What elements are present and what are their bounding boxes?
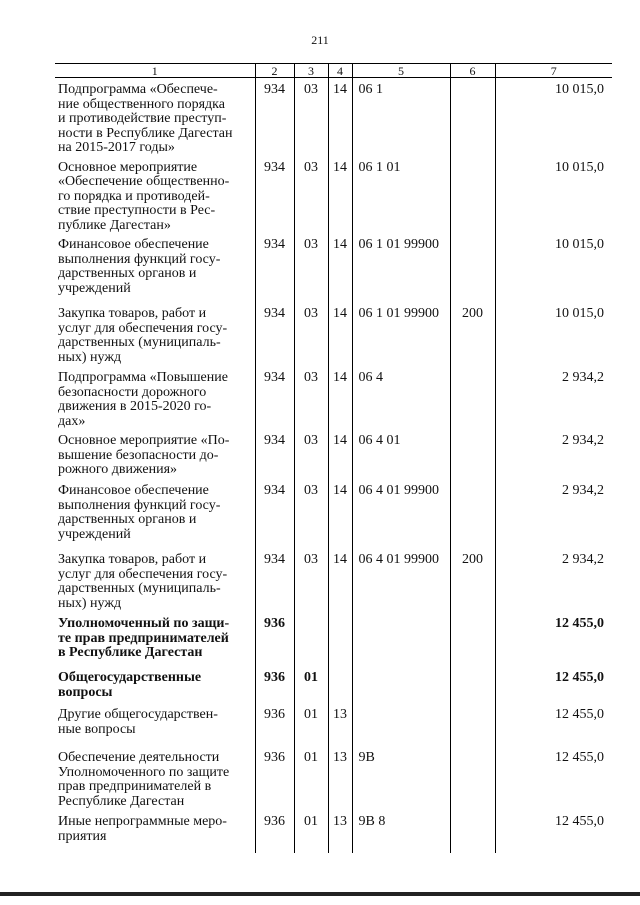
- row-col-5: 9В 8: [352, 810, 450, 853]
- budget-table: [55, 63, 612, 853]
- row-col-2: 934: [255, 78, 294, 156]
- row-col-2: 936: [255, 703, 294, 746]
- row-col-5: 06 4 01 99900: [352, 548, 450, 612]
- row-col-5: 06 1 01 99900: [352, 233, 450, 302]
- row-col-5: 06 1 01 99900: [352, 302, 450, 366]
- header-col-3: 3: [294, 64, 328, 78]
- row-col-7: 12 455,0: [495, 612, 612, 666]
- row-col-6: [450, 666, 495, 703]
- row-col-4: 14: [328, 233, 352, 302]
- row-col-5: [352, 703, 450, 746]
- header-col-6: 6: [450, 64, 495, 78]
- row-col-2: 936: [255, 666, 294, 703]
- table-row: [55, 746, 612, 810]
- row-col-4: 14: [328, 302, 352, 366]
- table-row: [55, 810, 612, 853]
- row-col-6: 200: [450, 548, 495, 612]
- row-col-4: 13: [328, 810, 352, 853]
- table-row: [55, 302, 612, 366]
- row-col-5: [352, 612, 450, 666]
- row-col-3: 03: [294, 156, 328, 234]
- row-col-3: [294, 612, 328, 666]
- row-name: Закупка товаров, работ и услуг для обеспечения госу- дарственных (муниципаль- ных) нужд: [58, 306, 228, 365]
- row-name: Подпрограмма «Обеспече- ние общественного порядка и противодействие преступ- ности в Республике Дагестан на 2015-2017 годы»: [58, 82, 233, 155]
- row-name: Подпрограмма «Повышение безопасности дорожного движения в 2015-2020 го- дах»: [58, 370, 228, 429]
- row-col-3: 01: [294, 666, 328, 703]
- row-col-5: 06 4: [352, 366, 450, 429]
- row-col-4: [328, 612, 352, 666]
- row-col-7: 2 934,2: [495, 366, 612, 429]
- row-name: Финансовое обеспечение выполнения функций госу- дарственных органов и учреждений: [58, 237, 221, 296]
- row-col-4: 14: [328, 156, 352, 234]
- row-name: Основное мероприятие «По- вышение безопасности до- рожного движения»: [58, 433, 230, 477]
- row-name: Финансовое обеспечение выполнения функций госу- дарственных органов и учреждений: [58, 483, 221, 542]
- row-col-2: 934: [255, 366, 294, 429]
- row-col-4: 14: [328, 479, 352, 548]
- row-col-3: 03: [294, 479, 328, 548]
- row-col-3: 03: [294, 302, 328, 366]
- row-col-5: 06 4 01 99900: [352, 479, 450, 548]
- table-row: [55, 479, 612, 548]
- header-col-7: 7: [495, 64, 612, 78]
- row-col-4: 14: [328, 366, 352, 429]
- row-col-7: 12 455,0: [495, 666, 612, 703]
- table-body: [55, 78, 612, 854]
- table-row: [55, 429, 612, 479]
- row-name: Основное мероприятие «Обеспечение общественно- го порядка и противодей- ствие преступности в Рес- публике Дагестан»: [58, 159, 230, 233]
- row-col-2: 936: [255, 746, 294, 810]
- row-col-2: 936: [255, 612, 294, 666]
- row-name: Другие общегосударствен- ные вопросы: [58, 707, 218, 737]
- row-col-6: [450, 429, 495, 479]
- row-col-3: 03: [294, 233, 328, 302]
- header-col-2: 2: [255, 64, 294, 78]
- row-col-7: 10 015,0: [495, 78, 612, 156]
- table-row: [55, 156, 612, 234]
- row-col-4: 13: [328, 746, 352, 810]
- scan-edge-bar: [0, 892, 640, 896]
- row-col-3: 01: [294, 703, 328, 746]
- row-col-2: 934: [255, 156, 294, 234]
- row-col-2: 936: [255, 810, 294, 853]
- row-col-5: 06 4 01: [352, 429, 450, 479]
- row-col-3: 03: [294, 78, 328, 156]
- table-row: [55, 612, 612, 666]
- row-col-6: [450, 78, 495, 156]
- row-col-7: 10 015,0: [495, 302, 612, 366]
- table-row: [55, 666, 612, 703]
- row-col-7: 2 934,2: [495, 429, 612, 479]
- row-col-5: 9В: [352, 746, 450, 810]
- row-col-6: [450, 233, 495, 302]
- row-col-2: 934: [255, 429, 294, 479]
- header-col-1: 1: [55, 64, 255, 78]
- row-col-4: 13: [328, 703, 352, 746]
- row-col-2: 934: [255, 479, 294, 548]
- row-col-4: 14: [328, 78, 352, 156]
- table-row: [55, 233, 612, 302]
- row-col-5: 06 1 01: [352, 156, 450, 234]
- header-col-4: 4: [328, 64, 352, 78]
- table-row: [55, 703, 612, 746]
- row-col-7: 10 015,0: [495, 156, 612, 234]
- row-col-3: 03: [294, 429, 328, 479]
- row-col-2: 934: [255, 233, 294, 302]
- header-row: [55, 64, 612, 78]
- row-col-6: [450, 746, 495, 810]
- row-name: Общегосударственные вопросы: [58, 670, 202, 700]
- row-name: Иные непрограммные меро- приятия: [58, 814, 227, 844]
- row-col-3: 01: [294, 746, 328, 810]
- row-col-7: 2 934,2: [495, 548, 612, 612]
- row-col-5: [352, 666, 450, 703]
- row-col-6: 200: [450, 302, 495, 366]
- row-col-4: 14: [328, 548, 352, 612]
- row-col-6: [450, 612, 495, 666]
- row-col-4: 14: [328, 429, 352, 479]
- row-col-7: 10 015,0: [495, 233, 612, 302]
- row-col-6: [450, 156, 495, 234]
- row-col-5: 06 1: [352, 78, 450, 156]
- row-col-7: 12 455,0: [495, 703, 612, 746]
- header-col-5: 5: [352, 64, 450, 78]
- table-row: [55, 548, 612, 612]
- row-name: Закупка товаров, работ и услуг для обеспечения госу- дарственных (муниципаль- ных) нужд: [58, 552, 228, 611]
- row-col-2: 934: [255, 302, 294, 366]
- row-col-7: 12 455,0: [495, 810, 612, 853]
- row-name: Уполномоченный по защи- те прав предпринимателей в Республике Дагестан: [58, 616, 230, 660]
- page-number: 211: [311, 33, 329, 47]
- row-col-2: 934: [255, 548, 294, 612]
- row-col-7: 2 934,2: [495, 479, 612, 548]
- row-col-3: 03: [294, 366, 328, 429]
- row-col-6: [450, 703, 495, 746]
- row-col-3: 03: [294, 548, 328, 612]
- row-col-6: [450, 810, 495, 853]
- table-row: [55, 366, 612, 429]
- row-col-4: [328, 666, 352, 703]
- row-col-3: 01: [294, 810, 328, 853]
- row-col-6: [450, 366, 495, 429]
- row-col-7: 12 455,0: [495, 746, 612, 810]
- row-col-6: [450, 479, 495, 548]
- table-row: [55, 78, 612, 156]
- row-name: Обеспечение деятельности Уполномоченного по защите прав предпринимателей в Республике Дагестан: [58, 750, 230, 809]
